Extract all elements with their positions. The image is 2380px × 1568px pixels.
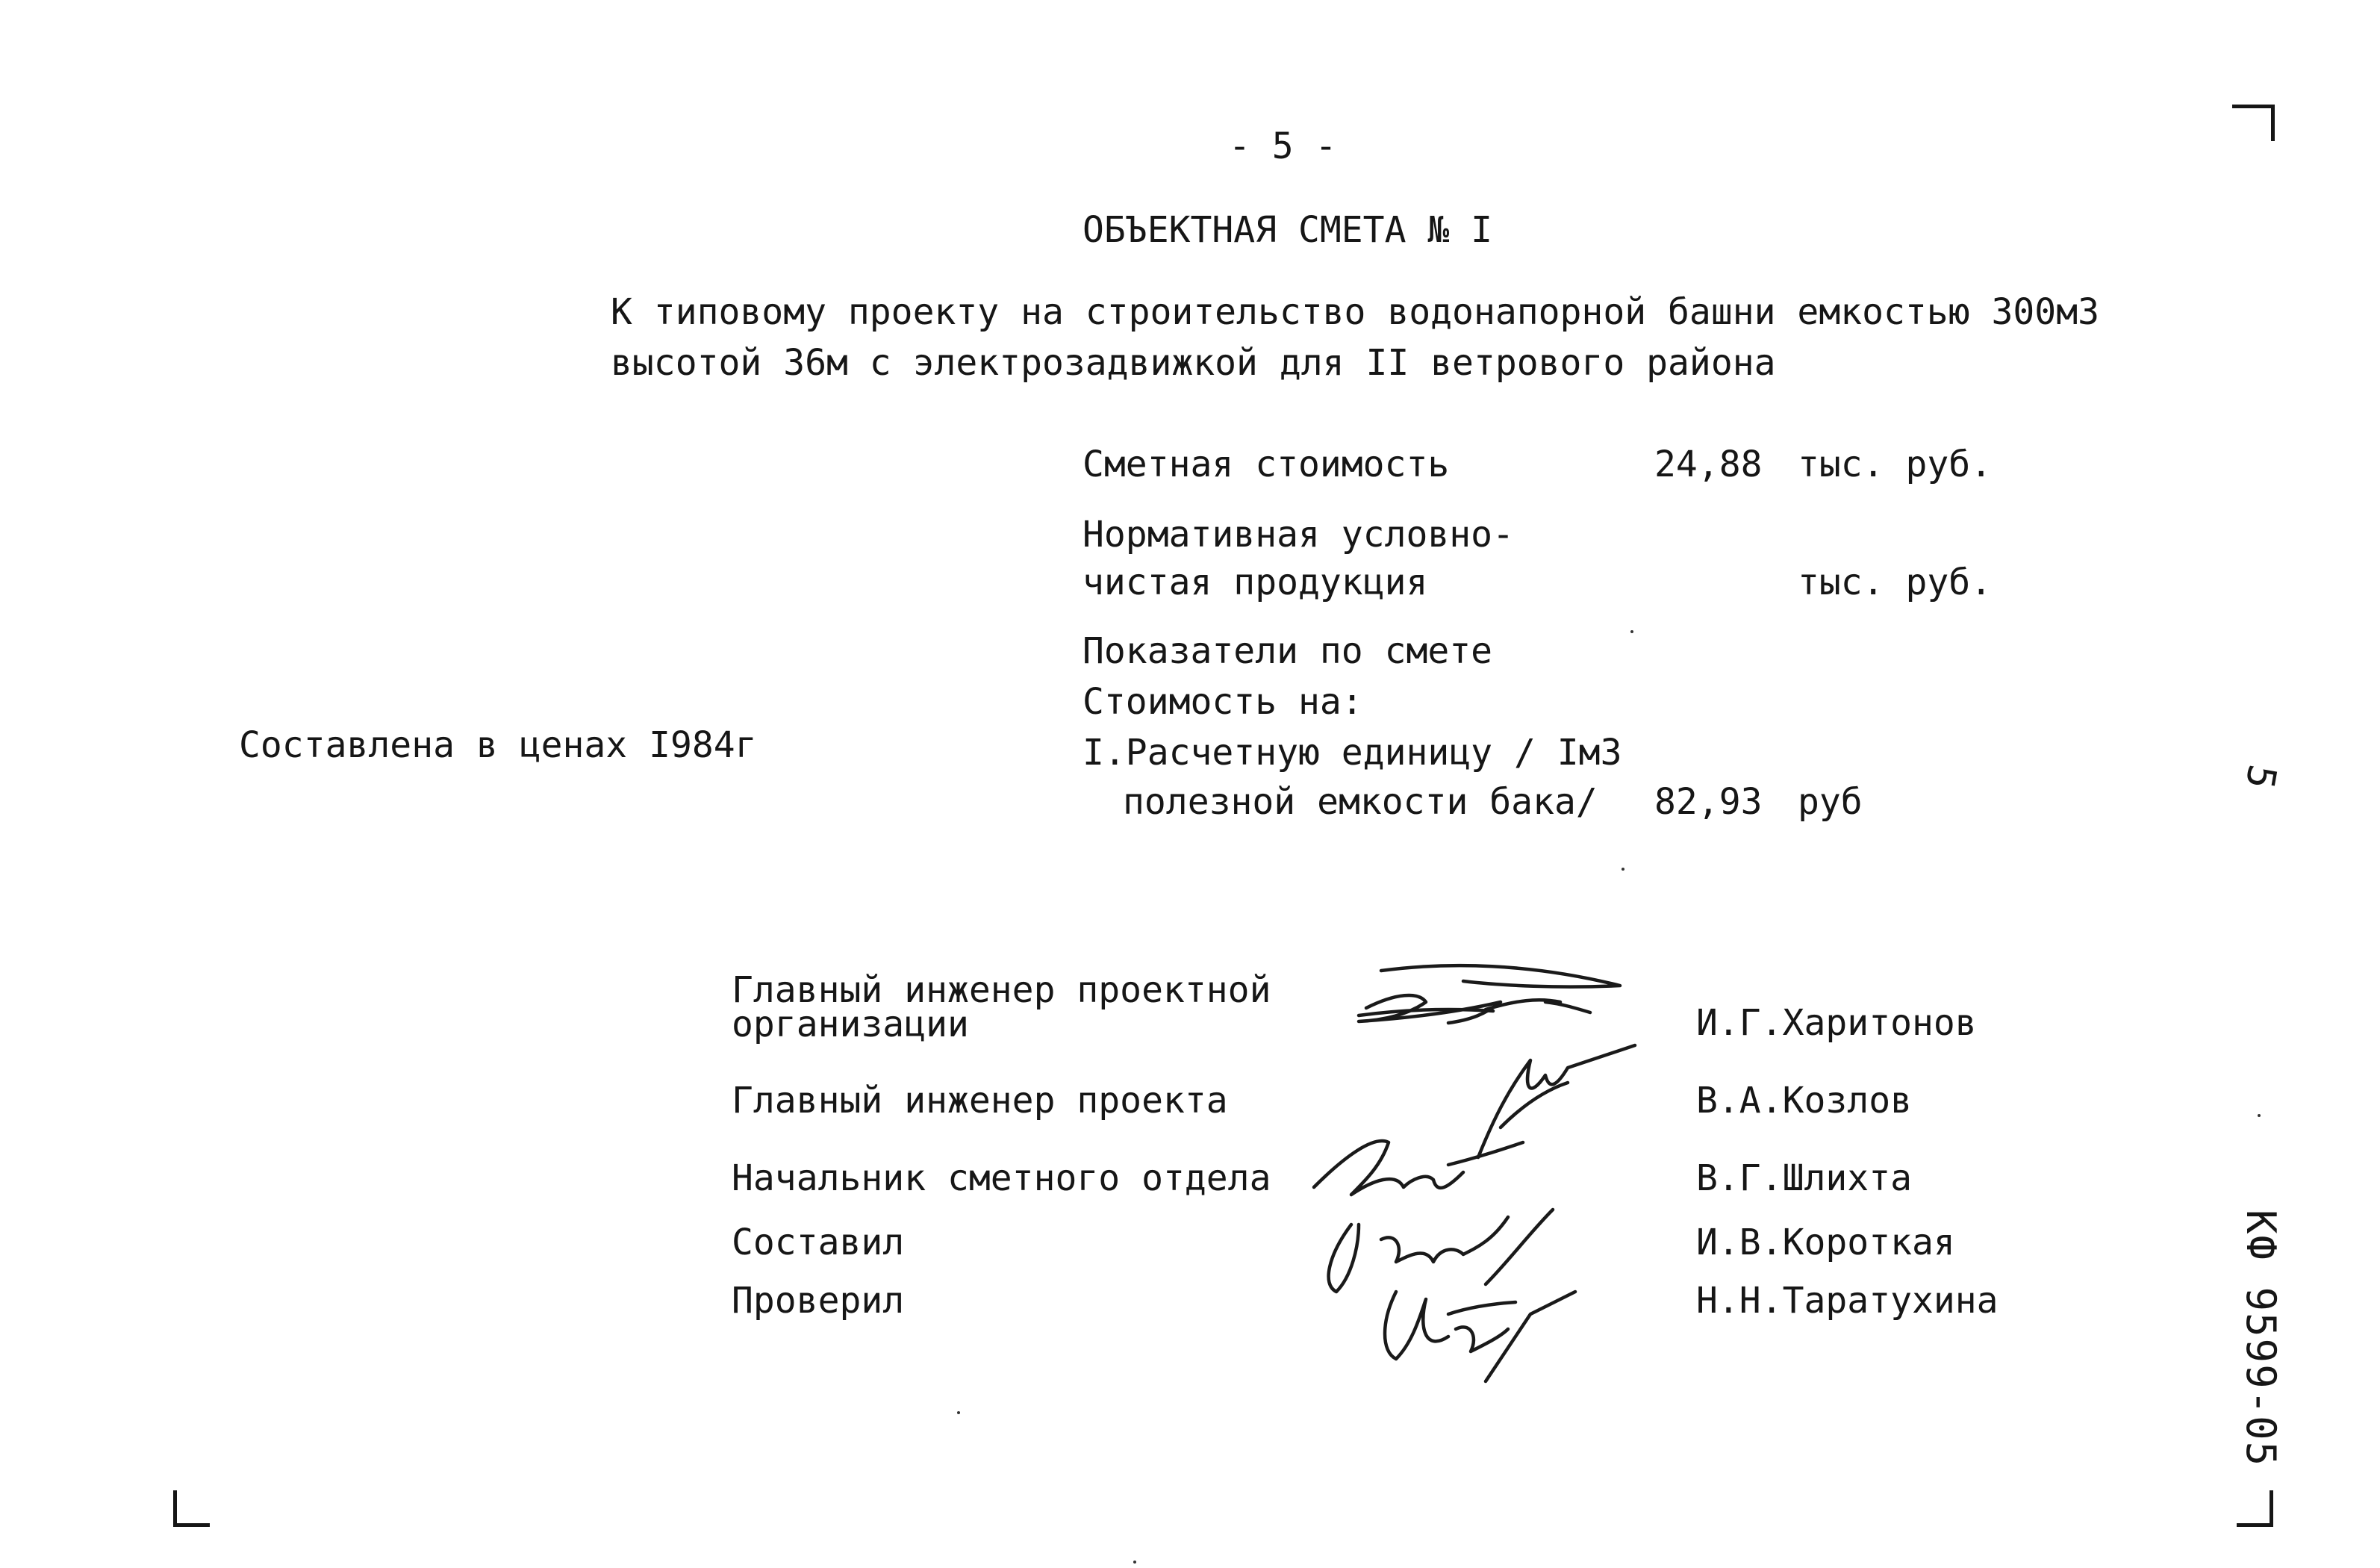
unit-cost-value: 82,93 xyxy=(1654,781,1763,823)
signatory-role-chief-engineer-org-1: Главный инженер проектной xyxy=(732,969,1271,1011)
archive-number-margin: КФ 9599-05 xyxy=(2237,1210,2284,1468)
signatory-name-kozlov: В.А.Козлов xyxy=(1696,1080,1912,1121)
normative-product-label-1: Нормативная условно- xyxy=(1082,514,1514,556)
scan-speck xyxy=(1630,630,1633,633)
scan-speck xyxy=(2258,1114,2261,1117)
normative-product-unit: тыс. руб. xyxy=(1798,561,1993,603)
indicators-label: Показатели по смете xyxy=(1082,630,1493,672)
signature-kharitonov xyxy=(1336,956,1650,1045)
scan-speck xyxy=(957,1411,960,1414)
cost-on-label: Стоимость на: xyxy=(1082,681,1363,723)
signatory-role-chief-project-engineer: Главный инженер проекта xyxy=(732,1080,1228,1121)
signatory-name-shlikhta: В.Г.Шлихта xyxy=(1696,1157,1912,1199)
corner-mark-top-right xyxy=(2232,105,2275,141)
signatory-name-taratukhina: Н.Н.Таратухина xyxy=(1696,1280,1999,1322)
scan-speck xyxy=(1133,1561,1136,1564)
prices-note: Составлена в ценах I984г xyxy=(239,724,757,766)
subtitle-line-1: К типовому проекту на строительство водонапорной башни емкостью 300м3 xyxy=(611,291,2099,333)
signatory-role-estimates-head: Начальник сметного отдела xyxy=(732,1157,1271,1199)
normative-product-label-2: чистая продукция xyxy=(1082,561,1428,603)
signatory-role-checked: Проверил xyxy=(732,1280,905,1322)
signatory-name-kharitonov: И.Г.Харитонов xyxy=(1696,1002,1977,1044)
sheet-mark-margin: 5 xyxy=(2236,761,2284,792)
corner-mark-bottom-right xyxy=(2237,1490,2273,1527)
subtitle-line-2: высотой 36м с электрозадвижкой для II ветрового района xyxy=(611,342,1776,384)
unit-cost-unit: руб xyxy=(1798,781,1863,823)
signatory-name-korotkaya: И.В.Короткая xyxy=(1696,1222,1955,1263)
unit-cost-label-1: I.Расчетную единицу / IмЗ xyxy=(1082,732,1622,774)
estimated-cost-unit: тыс. руб. xyxy=(1798,444,1993,485)
unit-cost-label-2: полезной емкости бака/ xyxy=(1123,781,1598,823)
scan-speck xyxy=(1622,868,1624,871)
page-number: - 5 - xyxy=(1229,125,1337,167)
corner-mark-bottom-left xyxy=(173,1490,210,1527)
document-heading: ОБЪЕКТНАЯ СМЕТА № I xyxy=(1082,209,1493,251)
estimated-cost-label: Сметная стоимость xyxy=(1082,444,1450,485)
signatory-role-compiled: Составил xyxy=(732,1222,905,1263)
signatory-role-chief-engineer-org-2: организации xyxy=(732,1004,969,1045)
estimated-cost-value: 24,88 xyxy=(1654,444,1763,485)
signature-taratukhina xyxy=(1366,1269,1590,1396)
